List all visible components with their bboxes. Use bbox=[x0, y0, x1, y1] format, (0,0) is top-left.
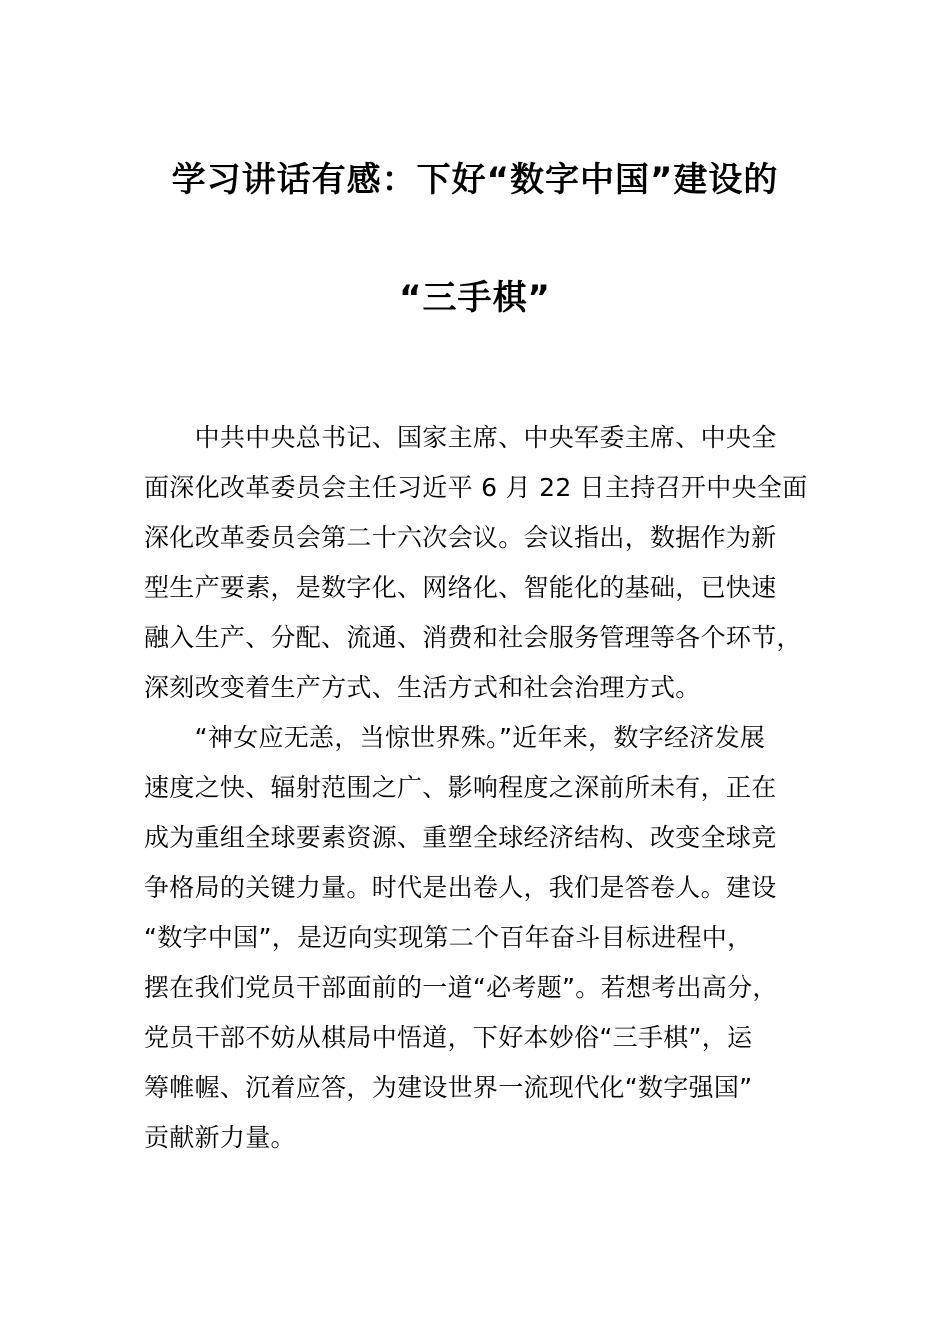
text-line: 党员干部不妨从棋局中悟道，下好本妙俗“三手棋”，运 bbox=[144, 1023, 753, 1052]
text-line: 融入生产、分配、流通、消费和社会服务管理等各个环节， bbox=[144, 623, 802, 652]
text-line: 面深化改革委员会主任习近平 6 月 22 日主持召开中央全面 bbox=[144, 473, 808, 502]
text-line: 速度之快、辐射范围之广、影响程度之深前所未有，正在 bbox=[144, 773, 777, 802]
text-line: 深刻改变着生产方式、生活方式和社会治理方式。 bbox=[144, 673, 701, 702]
text-line: 成为重组全球要素资源、重塑全球经济结构、改变全球竞 bbox=[144, 823, 777, 852]
text-line: 中共中央总书记、国家主席、中央军委主席、中央全 bbox=[144, 423, 777, 452]
text-line: 筹帷幄、沉着应答，为建设世界一流现代化“数字强国” bbox=[144, 1073, 753, 1102]
text-line: 深化改革委员会第二十六次会议。会议指出，数据作为新 bbox=[144, 523, 777, 552]
text-line: 型生产要素，是数字化、网络化、智能化的基础，已快速 bbox=[144, 573, 777, 602]
text-line: 贡献新力量。 bbox=[144, 1123, 296, 1152]
text-line: “数字中国”，是迈向实现第二个百年奋斗目标进程中， bbox=[144, 923, 753, 952]
text-line: 争格局的关键力量。时代是出卷人，我们是答卷人。建设 bbox=[144, 873, 777, 902]
text-line: 摆在我们党员干部面前的一道“必考题”。若想考出高分， bbox=[144, 973, 778, 1002]
text-line: “神女应无恙，当惊世界殊。”近年来，数字经济发展 bbox=[144, 723, 766, 752]
title-line-1: 学习讲话有感：下好“数字中国”建设的 bbox=[171, 160, 779, 200]
title-line-2: “三手棋” bbox=[399, 278, 551, 318]
